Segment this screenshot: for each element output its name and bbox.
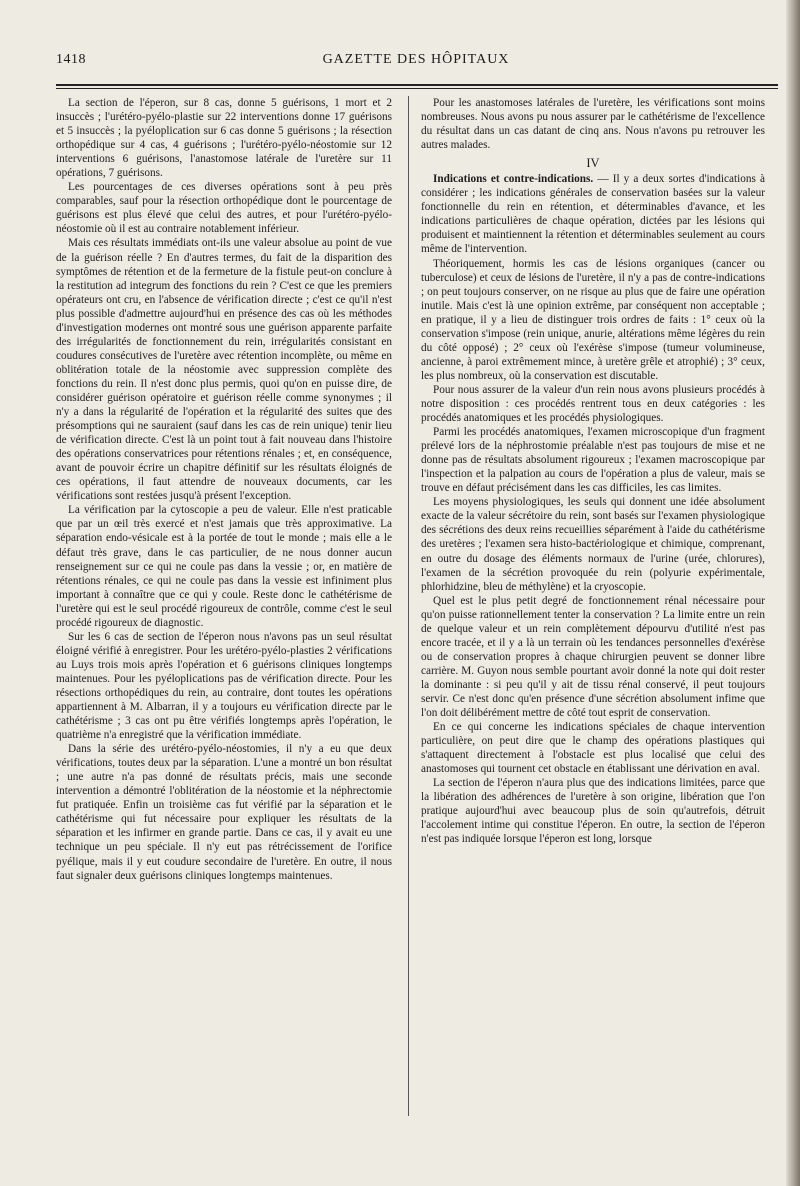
section-number: IV <box>586 156 600 171</box>
left-paragraph-4: La vérification par la cytoscopie a peu de valeur. Elle n'est praticable que par un œil très exercé et n'est jamais que très approximative. La séparation endo-vésicale est à la portée de tout le monde ; mais elle a le défaut très grave, dans le cas particulier, de ne nous donner aucun renseignement sur ce qui ne coule pas dans la vessie ; or, en matière de rétentions rénales, ce qui ne coule pas dans la vessie est infiniment plus important à connaître que ce qui y coule. Reste donc le cathétérisme de l'uretère qui est le seul procédé rigoureux de contrôle, comme c'est le seul procédé rigoureux de diagnostic. <box>56 504 392 629</box>
page-edge-shadow <box>786 0 800 1186</box>
left-paragraph-5: Sur les 6 cas de section de l'éperon nous n'avons pas un seul résultat éloigné vérifié à enregistrer. Pour les urétéro-pyélo-plasties 2 vérifications au Luys trois mois après l'opération et 6 guérisons cliniques longtemps maintenues. Pour les pyéloplications pas de vérification directe. Pour les résections orthopédiques du rein, au contraire, dont toutes les opérations appartiennent à M. Albarran, il y a toujours eu vérification directe par le cathétérisme ; 3 cas ont pu être vérifiés longtemps après l'opération, le quatrième n'a enregistré que la vérification immédiate. <box>56 630 392 742</box>
section-first-text: — Il y a deux sortes d'indications à considérer ; les indications générales de conservation basées sur la valeur fonctionnelle du rein en rétention, et déterminables d'avance, et les indications particulières de chaque opération, dictées par les lésions qui produisent et maintiennent la rétention et déterminables seulement au cours même de l'intervention. <box>421 173 765 256</box>
left-paragraph-6: Dans la série des urétéro-pyélo-néostomies, il n'y a eu que deux vérifications, toutes deux par la séparation. L'une a montré un bon résultat ; une autre n'a pas donné de résultats précis, mais une seconde intervention a démontré l'oblitération de la néostomie et la néphrectomie fut pratiquée. Enfin un troisième cas fut vérifié par la séparation et le cathétérisme qui fut nécessaire pour expliquer les résultats de la séparation et les infirmer en grande partie. Dans ce cas, il y avait eu une technique un peu spéciale. Il n'y eut pas rétrécissement de l'orifice pyélique, mais il y eut coudure secondaire de l'uretère. En outre, il nous faut signaler deux guérisons cliniques longtemps maintenues. <box>56 743 392 882</box>
right-intro-paragraph: Pour les anastomoses latérales de l'uretère, les vérifications sont moins nombreuses. Nous avons pu nous assurer par le cathétérisme de l'excellence du résultat dans un cas datant de cinq ans. Nous n'avons pu retrouver les autres malades. <box>421 97 765 152</box>
left-paragraph-3: Mais ces résultats immédiats ont-ils une valeur absolue au point de vue de la guérison réelle ? En d'autres termes, du fait de la disparition des symptômes de rétention et de la fermeture de la fistule peut-on conclure à la restitution ad integrum des fonctions du rein ? C'est ce que les premiers opérateurs ont cru, en l'absence de vérification directe ; c'est ce qu'il n'est plus possible d'admettre aujourd'hui en présence des cas où les méthodes d'investigation modernes ont montré sous une guérison apparente parfaite des irrégularités de fonctionnement du rein, irrégularités consistant en coudures consécutives de l'uretère avec rétention incomplète, ou même en oblitération totale de la néostomie avec suppression complète des fonctions du rein. Il n'est donc plus permis, quoi qu'on en puisse dire, de considérer guérison opératoire et guérison réelle comme synonymes ; il n'y a dans la régularité de l'opération et la régularité des suites que des présomptions qui ne sauraient (sauf dans les cas de rein unique) tenir lieu de vérification directe. C'est là un point tout à fait nouveau dans l'histoire des opérations conservatrices pour rétentions rénales ; et, en conséquence, avant de pouvoir écrire un chapitre définitif sur les résultats éloignés de ces opérations, il faut attendre de nouveaux documents, car les vérifications sont restées jusqu'à présent l'exception. <box>56 237 392 503</box>
column-divider <box>408 96 409 1116</box>
right-paragraph-3: Parmi les procédés anatomiques, l'examen microscopique d'un fragment prélevé lors de la néphrostomie préalable n'est pas toujours de mise et ne donne pas de résultats absolument rigoureux ; l'examen macroscopique par l'inspection et la palpation au cours de l'opération a plus de valeur, mais se trouve en défaut précisément dans les cas difficiles, les cas limites. <box>421 426 765 495</box>
header-rule-thin <box>56 88 778 89</box>
left-paragraph-2: Les pourcentages de ces diverses opérations sont à peu près comparables, sauf pour la résection orthopédique dont le pourcentage de guérisons est plus élevé que celui des autres, et pour l'urétéro-pyélo-néostomie où il est au contraire notablement inférieur. <box>56 181 392 236</box>
right-paragraph-4: Les moyens physiologiques, les seuls qui donnent une idée absolument exacte de la valeur sécrétoire du rein, sont basés sur l'examen physiologique des sécrétions des deux reins recueillies séparément à l'aide du cathétérisme des uretères ; l'examen sera histo-bactériologique et chimique, comprenant, en outre du dosage des éléments normaux de l'urine (urée, chlorures), l'examen de la sécrétion provoquée du rein (polyurie expérimentale, phlorhidzine, bleu de méthylène) et la cryoscopie. <box>421 496 765 593</box>
left-column <box>56 96 392 883</box>
header-rule-thick <box>56 84 778 86</box>
section-first-paragraph <box>421 172 765 256</box>
journal-title: GAZETTE DES HÔPITAUX <box>322 52 510 67</box>
right-paragraph-5: Quel est le plus petit degré de fonctionnement rénal nécessaire pour qu'on puisse rationnellement tenter la conservation ? La limite entre un rein de quelque valeur et un rein complètement dépourvu d'utilité n'est pas encore tracée, et il y a là un terrain où les tendances personnelles d'exérèse ou de conservation propres à chaque chirurgien peuvent se donner libre carrière. M. Guyon nous semble pourtant avoir donné la note qui doit rester la dominante : si peu qu'il y ait de tissu rénal conservé, il peut toujours servir. Ce n'est donc qu'en présence d'une sécrétion absolument infime que l'on doit délibérément mettre de côté tout esprit de conservation. <box>421 594 765 720</box>
right-paragraph-1: Théoriquement, hormis les cas de lésions organiques (cancer ou tuberculose) et ceux de lésions de l'uretère, il n'y a pas de contre-indications ; on peut toujours conserver, on ne risque au plus que de faire une opération inutile. Mais c'est là une opinion extrême, par conséquent non acceptable ; en pratique, il y a lieu de distinguer trois ordres de faits : 1° ceux où la conservation s'impose (rein unique, anurie, altérations même légères du rein du côté opposé) ; 2° ceux où l'exérèse s'impose (tumeur volumineuse, ancienne, à paroi extrêmement mince, à uretère grêle et atrophié) ; 3° ceux, les plus nombreux, où la conservation est discutable. <box>421 257 765 382</box>
page-header <box>56 48 776 72</box>
right-column <box>421 96 765 846</box>
right-paragraph-2: Pour nous assurer de la valeur d'un rein nous avons plusieurs procédés à notre disposition : ces procédés rentrent tous en deux catégories : les procédés anatomiques et les procédés physiologiques. <box>421 383 765 425</box>
section-lead: Indications et contre-indications. <box>433 173 594 186</box>
right-paragraph-6: En ce qui concerne les indications spéciales de chaque intervention particulière, on peut dire que le champ des opérations plastiques qui s'attaquent directement à l'obstacle est plus localisé que celui des anastomoses qui tournent cet obstacle en établissant une dérivation en aval. <box>421 721 765 776</box>
right-paragraph-7: La section de l'éperon n'aura plus que des indications limitées, parce que la libération des adhérences de l'uretère à son origine, libération que l'on pratique aujourd'hui avec beaucoup plus de soin qu'autrefois, détruit l'accolement intime qui constitue l'éperon. En outre, la section de l'éperon n'est pas indiquée lorsque l'éperon est long, lorsque <box>421 777 765 846</box>
page-number: 1418 <box>56 52 86 67</box>
left-paragraph-1: La section de l'éperon, sur 8 cas, donne 5 guérisons, 1 mort et 2 insuccès ; l'urétéro-pyélo-plastie sur 22 interventions donne 17 guérisons et 5 insuccès ; la pyéloplication sur 6 cas donne 5 guérisons ; la résection orthopédique sur 4 cas, 4 guérisons ; l'urétéro-pyélo-néostomie sur 12 interventions 6 guérisons, l'anastomose latérale de l'uretère sur 11 opérations, 7 guérisons. <box>56 97 392 180</box>
